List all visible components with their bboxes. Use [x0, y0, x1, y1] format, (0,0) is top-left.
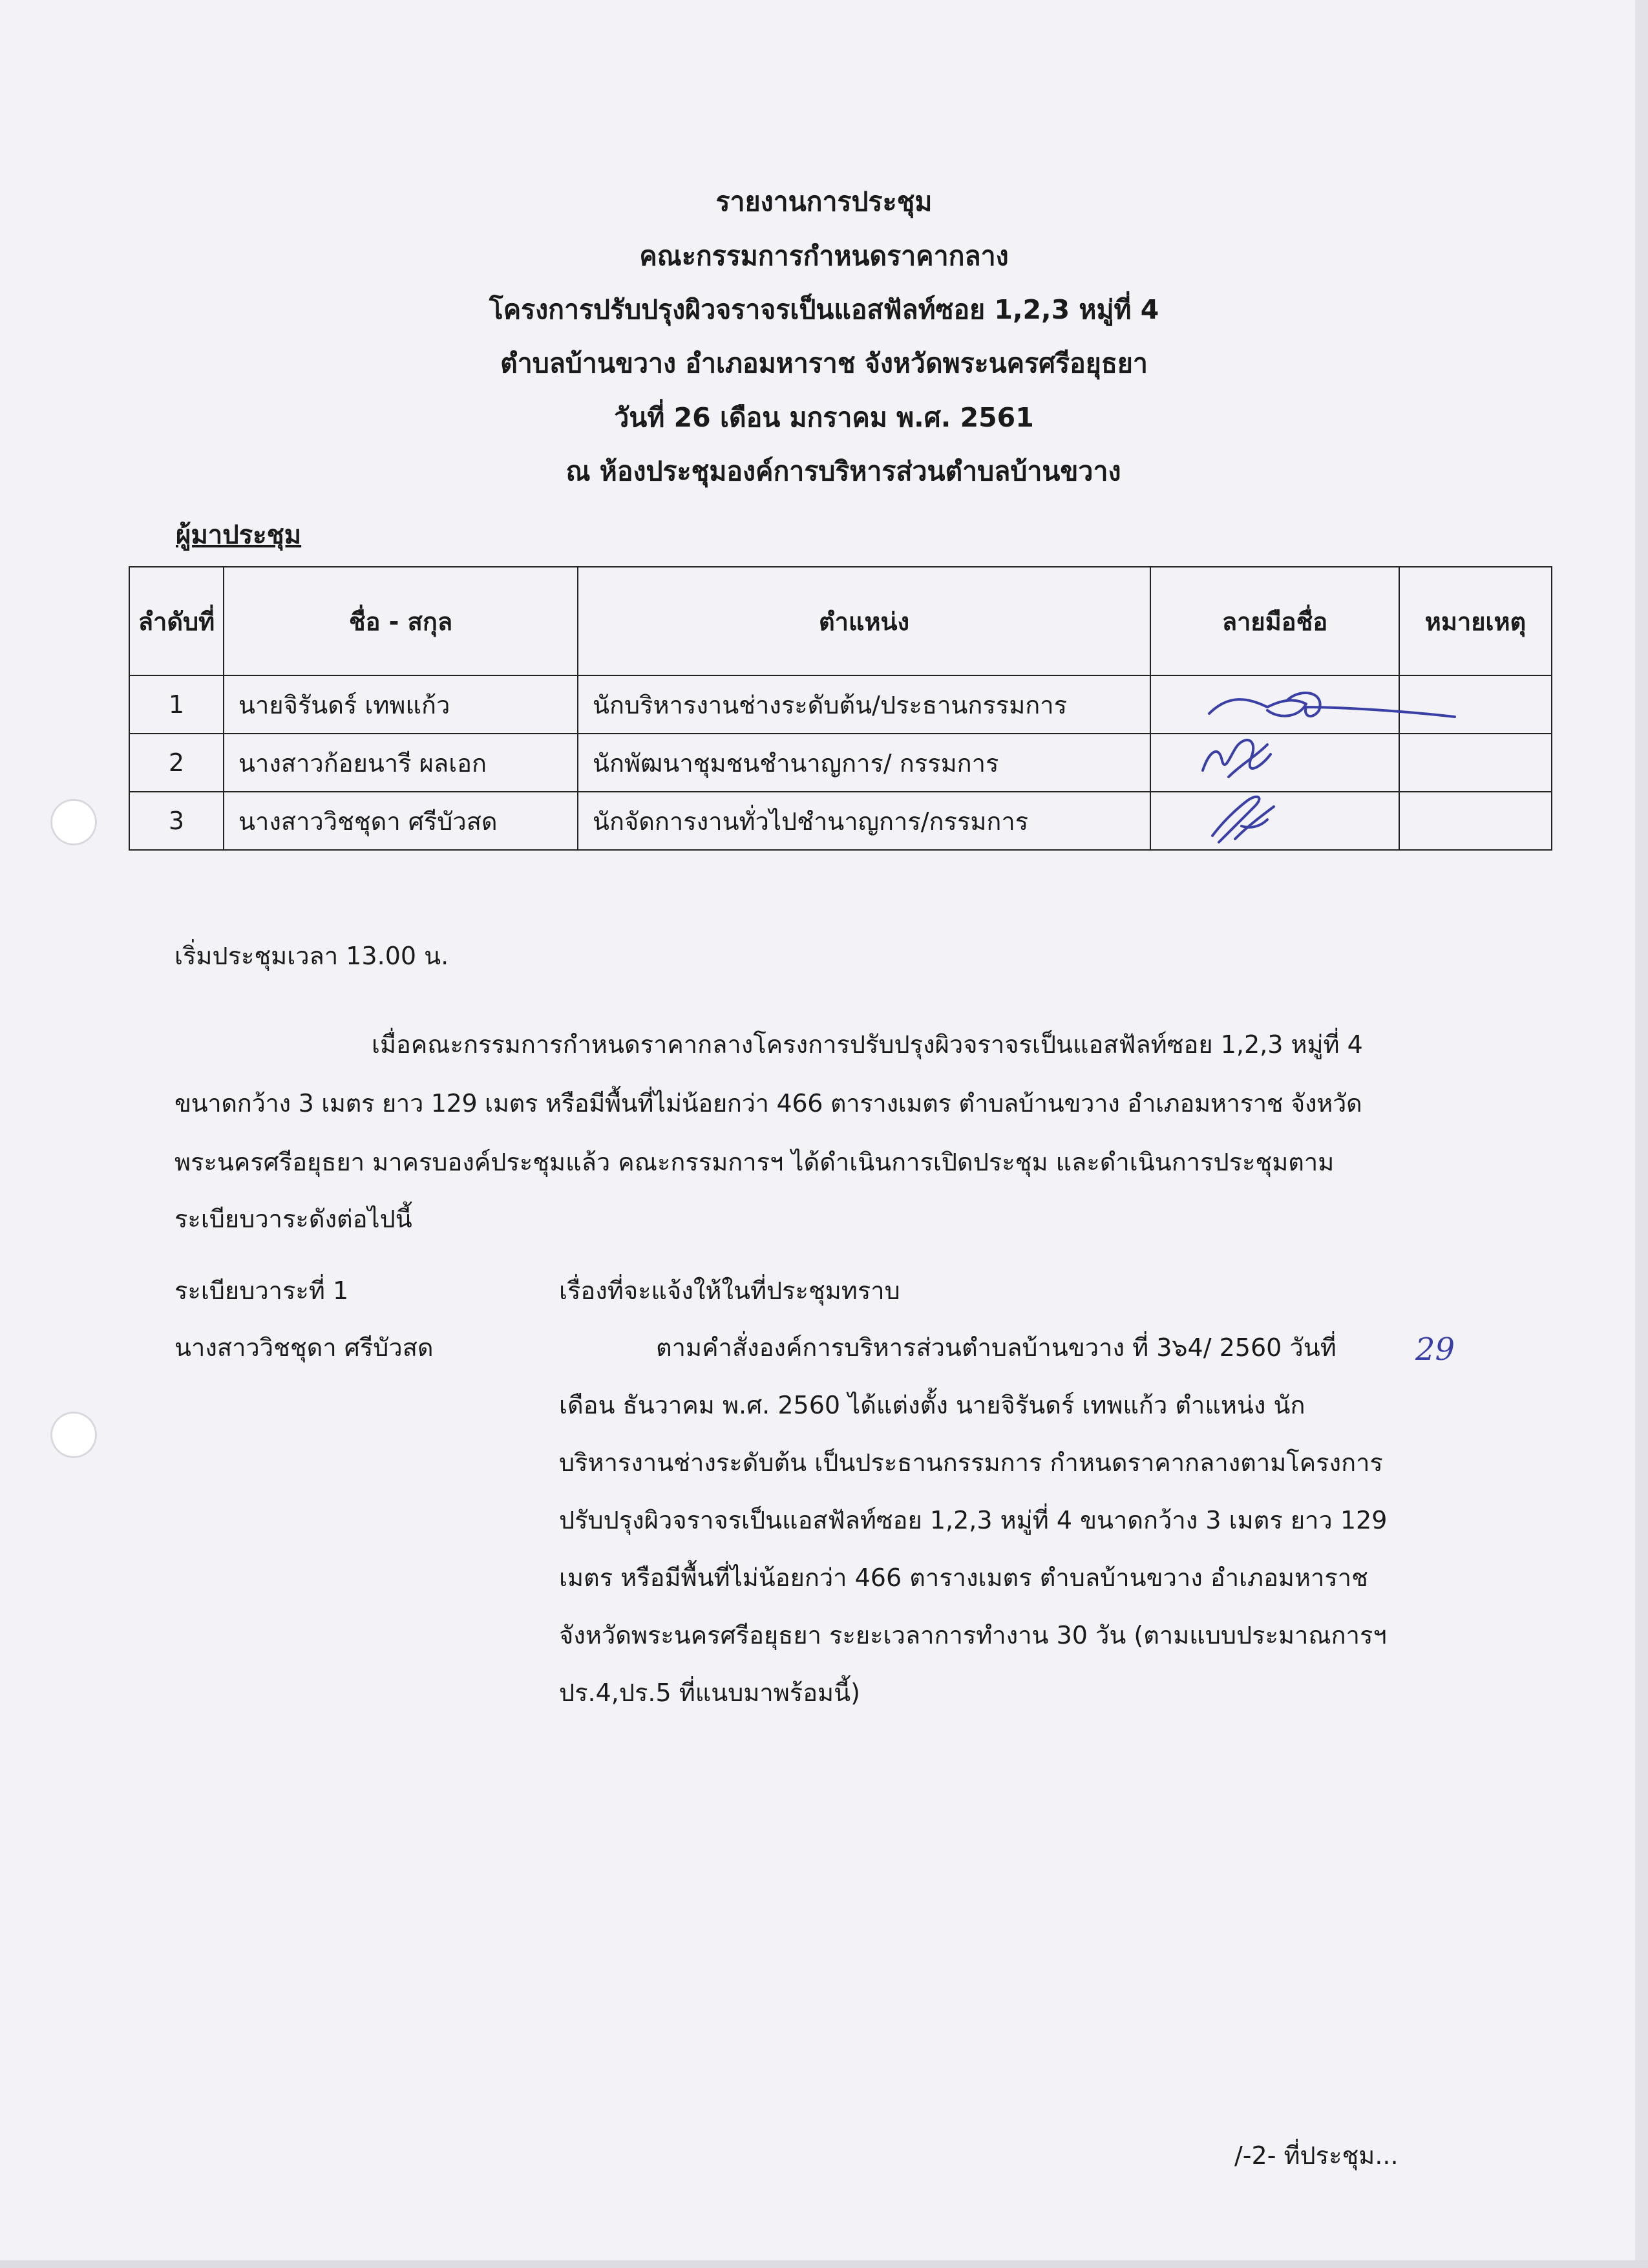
- header-note: หมายเหตุ: [1399, 567, 1552, 675]
- signature-image: [1196, 732, 1287, 790]
- header-order: ลำดับที่: [129, 567, 224, 675]
- page-bottom-edge: [0, 2260, 1648, 2268]
- intro-line: ขนาดกว้าง 3 เมตร ยาว 129 เมตร หรือมีพื้นที่ไม่น้อยกว่า 466 ตารางเมตร ตำบลบ้านขวาง อำเภอมหาราช จังหวัด: [174, 1089, 1362, 1118]
- row-position: นักบริหารงานช่างระดับต้น/ประธานกรรมการ: [578, 675, 1150, 734]
- row-name: นางสาวก้อยนารี ผลเอก: [224, 734, 578, 792]
- attendance-table: [129, 566, 1552, 851]
- agenda-label: ระเบียบวาระที่ 1: [174, 1277, 349, 1305]
- header-name: ชื่อ - สกุล: [224, 567, 578, 675]
- project-name: โครงการปรับปรุงผิวจราจรเป็นแอสฟัลท์ซอย 1,2,3 หมู่ที่ 4: [489, 294, 1159, 325]
- agenda-speaker: นางสาววิชชุดา ศรีบัวสด: [174, 1333, 434, 1362]
- agenda-body-line: บริหารงานช่างระดับต้น เป็นประธานกรรมการ กำหนดราคากลางตามโครงการ: [559, 1448, 1383, 1477]
- row-number: 3: [129, 792, 224, 850]
- row-position: นักพัฒนาชุมชนชำนาญการ/ กรรมการ: [578, 734, 1150, 792]
- row-number: 1: [129, 675, 224, 734]
- row-name: นายจิรันดร์ เทพแก้ว: [224, 675, 578, 734]
- start-time: เริ่มประชุมเวลา 13.00 น.: [174, 942, 449, 970]
- signature-image: [1190, 681, 1468, 733]
- agenda-body-line: ปรับปรุงผิวจราจรเป็นแอสฟัลท์ซอย 1,2,3 หมู่ที่ 4 ขนาดกว้าง 3 เมตร ยาว 129: [559, 1506, 1388, 1534]
- row-name: นางสาววิชชุดา ศรีบัวสด: [224, 792, 578, 850]
- intro-line: เมื่อคณะกรรมการกำหนดราคากลางโครงการปรับปรุงผิวจราจรเป็นแอสฟัลท์ซอย 1,2,3 หมู่ที่ 4: [372, 1030, 1363, 1059]
- row-position: นักจัดการงานทั่วไปชำนาญการ/กรรมการ: [578, 792, 1150, 850]
- location-line: ตำบลบ้านขวาง อำเภอมหาราช จังหวัดพระนครศรีอยุธยา: [500, 348, 1148, 379]
- committee-name: คณะกรรมการกำหนดราคากลาง: [639, 240, 1009, 271]
- agenda-body-line: ปร.4,ปร.5 ที่แนบมาพร้อมนี้): [559, 1679, 860, 1707]
- table-row: [129, 792, 1552, 850]
- row-number: 2: [129, 734, 224, 792]
- table-header-row: [129, 567, 1552, 675]
- table-row: [129, 734, 1552, 792]
- agenda-body-line: จังหวัดพระนครศรีอยุธยา ระยะเวลาการทำงาน 30 วัน (ตามแบบประมาณการฯ: [559, 1621, 1387, 1649]
- report-title: รายงานการประชุม: [715, 186, 933, 217]
- intro-line: ระเบียบวาระดังต่อไปนี้: [174, 1205, 412, 1233]
- meeting-venue: ณ ห้องประชุมองค์การบริหารส่วนตำบลบ้านขวาง: [565, 456, 1121, 487]
- table-row: [129, 675, 1552, 734]
- signature-cell: [1150, 675, 1399, 734]
- meeting-date: วันที่ 26 เดือน มกราคม พ.ศ. 2561: [614, 402, 1034, 433]
- page-edge: [1635, 0, 1648, 2268]
- agenda-body-line: เมตร หรือมีพื้นที่ไม่น้อยกว่า 466 ตารางเมตร ตำบลบ้านขวาง อำเภอมหาราช: [559, 1563, 1368, 1592]
- intro-line: พระนครศรีอยุธยา มาครบองค์ประชุมแล้ว คณะกรรมการฯ ได้ดำเนินการเปิดประชุม และดำเนินการประชุมตาม: [174, 1148, 1335, 1176]
- signature-cell: [1150, 792, 1399, 850]
- punch-hole: [50, 799, 97, 845]
- row-note: [1399, 734, 1552, 792]
- header-position: ตำแหน่ง: [578, 567, 1150, 675]
- row-note: [1399, 792, 1552, 850]
- header-signature: ลายมือชื่อ: [1150, 567, 1399, 675]
- agenda-body-line: เดือน ธันวาคม พ.ศ. 2560 ได้แต่งตั้ง นายจิรันดร์ เทพแก้ว ตำแหน่ง นัก: [559, 1391, 1305, 1419]
- page-continuation: /-2- ที่ประชุม...: [1234, 2141, 1399, 2170]
- signature-image: [1203, 787, 1293, 845]
- agenda-topic: เรื่องที่จะแจ้งให้ในที่ประชุมทราบ: [559, 1277, 900, 1305]
- signature-cell: [1150, 734, 1399, 792]
- attendees-label: ผู้มาประชุม: [176, 520, 302, 550]
- punch-hole: [50, 1412, 97, 1458]
- handwritten-day: 29: [1415, 1331, 1455, 1368]
- agenda-body-line: ตามคำสั่งองค์การบริหารส่วนตำบลบ้านขวาง ที่ 3๖4/ 2560 วันที่: [656, 1333, 1336, 1362]
